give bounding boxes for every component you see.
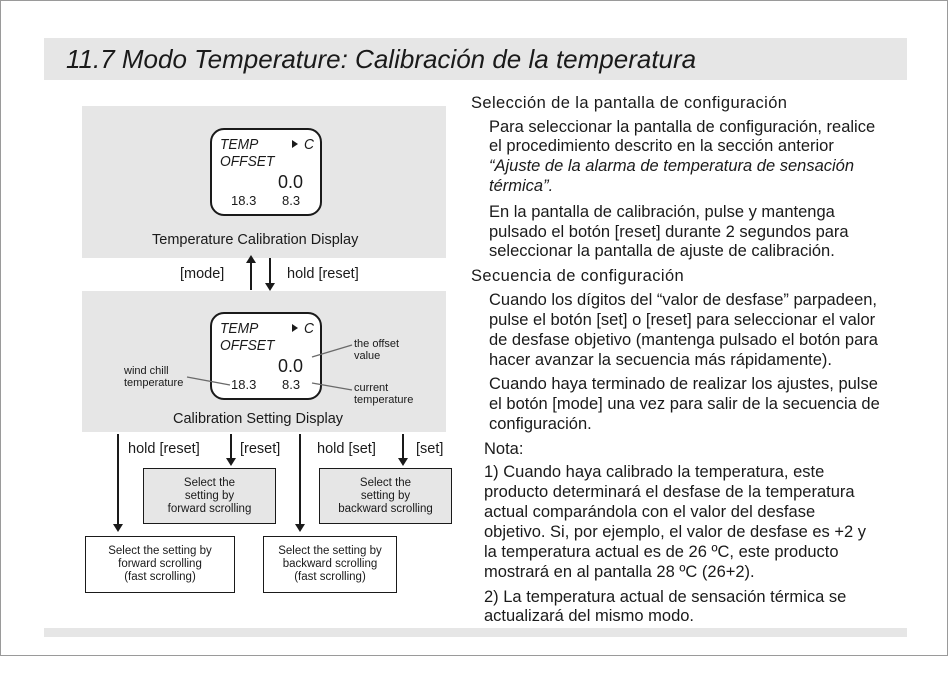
lcd-wind-chill-value: 18.3	[231, 193, 257, 208]
caption-temperature-calibration-display: Temperature Calibration Display	[152, 232, 359, 248]
lcd-offset-value: 0.0	[278, 356, 304, 376]
lcd-wind-chill-value: 18.3	[231, 377, 257, 392]
note2-line-1: 2) La temperatura actual de sensación térmica se	[484, 588, 847, 606]
heading-seleccion: Selección de la pantalla de configuración	[471, 94, 788, 112]
hold-reset-label-top: hold [reset]	[287, 266, 359, 282]
note1-line-6: mostrará en al pantalla 28 ºC (26+2).	[484, 563, 755, 581]
p1-line-2: el procedimiento descrito en la sección anterior	[489, 137, 834, 155]
caption-calibration-setting-display: Calibration Setting Display	[173, 411, 344, 427]
set-label: [set]	[416, 441, 444, 457]
label-wind-chill-temperature: wind chill temperature	[124, 365, 184, 389]
note1-line-1: 1) Cuando haya calibrado la temperatura, este	[484, 463, 825, 481]
box-backward-fast-scrolling: Select the setting by backward scrolling (fast scrolling)	[263, 536, 397, 593]
lcd-unit: C	[304, 136, 314, 153]
p1-line-3: “Ajuste de la alarma de temperatura de sensación	[489, 157, 855, 175]
p4-line-2: el botón [mode] una vez para salir de la secuencia de	[489, 395, 880, 413]
reset-label: [reset]	[240, 441, 281, 457]
lcd-offset-label: OFFSET	[220, 153, 275, 170]
p4-line-1: Cuando haya terminado de realizar los ajustes, pulse	[489, 375, 878, 393]
box-backward-scrolling: Select the setting by backward scrolling	[319, 468, 452, 524]
box-forward-fast-scrolling: Select the setting by forward scrolling (fast scrolling)	[85, 536, 235, 593]
heading-secuencia: Secuencia de configuración	[471, 267, 685, 285]
p3-line-1: Cuando los dígitos del “valor de desfase” parpadeen,	[489, 291, 877, 309]
note-heading: Nota:	[484, 440, 524, 458]
pointer-current	[312, 383, 352, 390]
p2-line-3: seleccionar la pantalla de ajuste de calibración.	[489, 242, 835, 260]
hold-set-label: hold [set]	[317, 441, 376, 457]
lcd-unit: C	[304, 320, 314, 337]
page-title: 11.7 Modo Temperature: Calibración de la temperatura	[66, 44, 697, 74]
p2-line-1: En la pantalla de calibración, pulse y mantenga	[489, 203, 835, 221]
note1-line-4: objetivo. Si, por ejemplo, el valor de desfase es +2 y	[484, 523, 867, 541]
lcd-temp-label: TEMP	[220, 320, 259, 337]
p3-line-3: de desfase objetivo (mantenga pulsado el botón para	[489, 331, 878, 349]
hold-reset-label: hold [reset]	[128, 441, 200, 457]
lcd-offset-value: 0.0	[278, 172, 304, 192]
lcd-offset-label: OFFSET	[220, 337, 275, 354]
p1-line-4: térmica”.	[489, 177, 554, 195]
p4-line-3: configuración.	[489, 415, 592, 433]
note1-line-2: producto determinará el desfase de la temperatura	[484, 483, 855, 501]
p3-line-2: pulse el botón [set] o [reset] para seleccionar el valor	[489, 311, 876, 329]
note2-line-2: actualizará del mismo modo.	[484, 607, 695, 625]
label-offset-value: the offset value	[354, 338, 400, 362]
box-forward-scrolling: Select the setting by forward scrolling	[143, 468, 276, 524]
pointer-wind-chill	[187, 377, 230, 385]
mode-button-label: [mode]	[180, 266, 225, 282]
lcd-current-temp-value: 8.3	[282, 193, 301, 208]
lcd-temp-label: TEMP	[220, 136, 259, 153]
p3-line-4: hacer avanzar la secuencia más rápidamente).	[489, 351, 833, 369]
footer-bar	[44, 628, 907, 637]
note1-line-3: actual comparándola con el valor del desfase	[484, 503, 816, 521]
p2-line-2: pulsado el botón [reset] durante 2 segundos para	[489, 223, 849, 241]
label-current-temperature: current temperature	[354, 382, 414, 406]
lcd-current-temp-value: 8.3	[282, 377, 301, 392]
note1-line-5: la temperatura actual es de 26 ºC, este producto	[484, 543, 839, 561]
pointer-offset	[312, 345, 352, 357]
p1-line-1: Para seleccionar la pantalla de configuración, realice	[489, 118, 876, 136]
